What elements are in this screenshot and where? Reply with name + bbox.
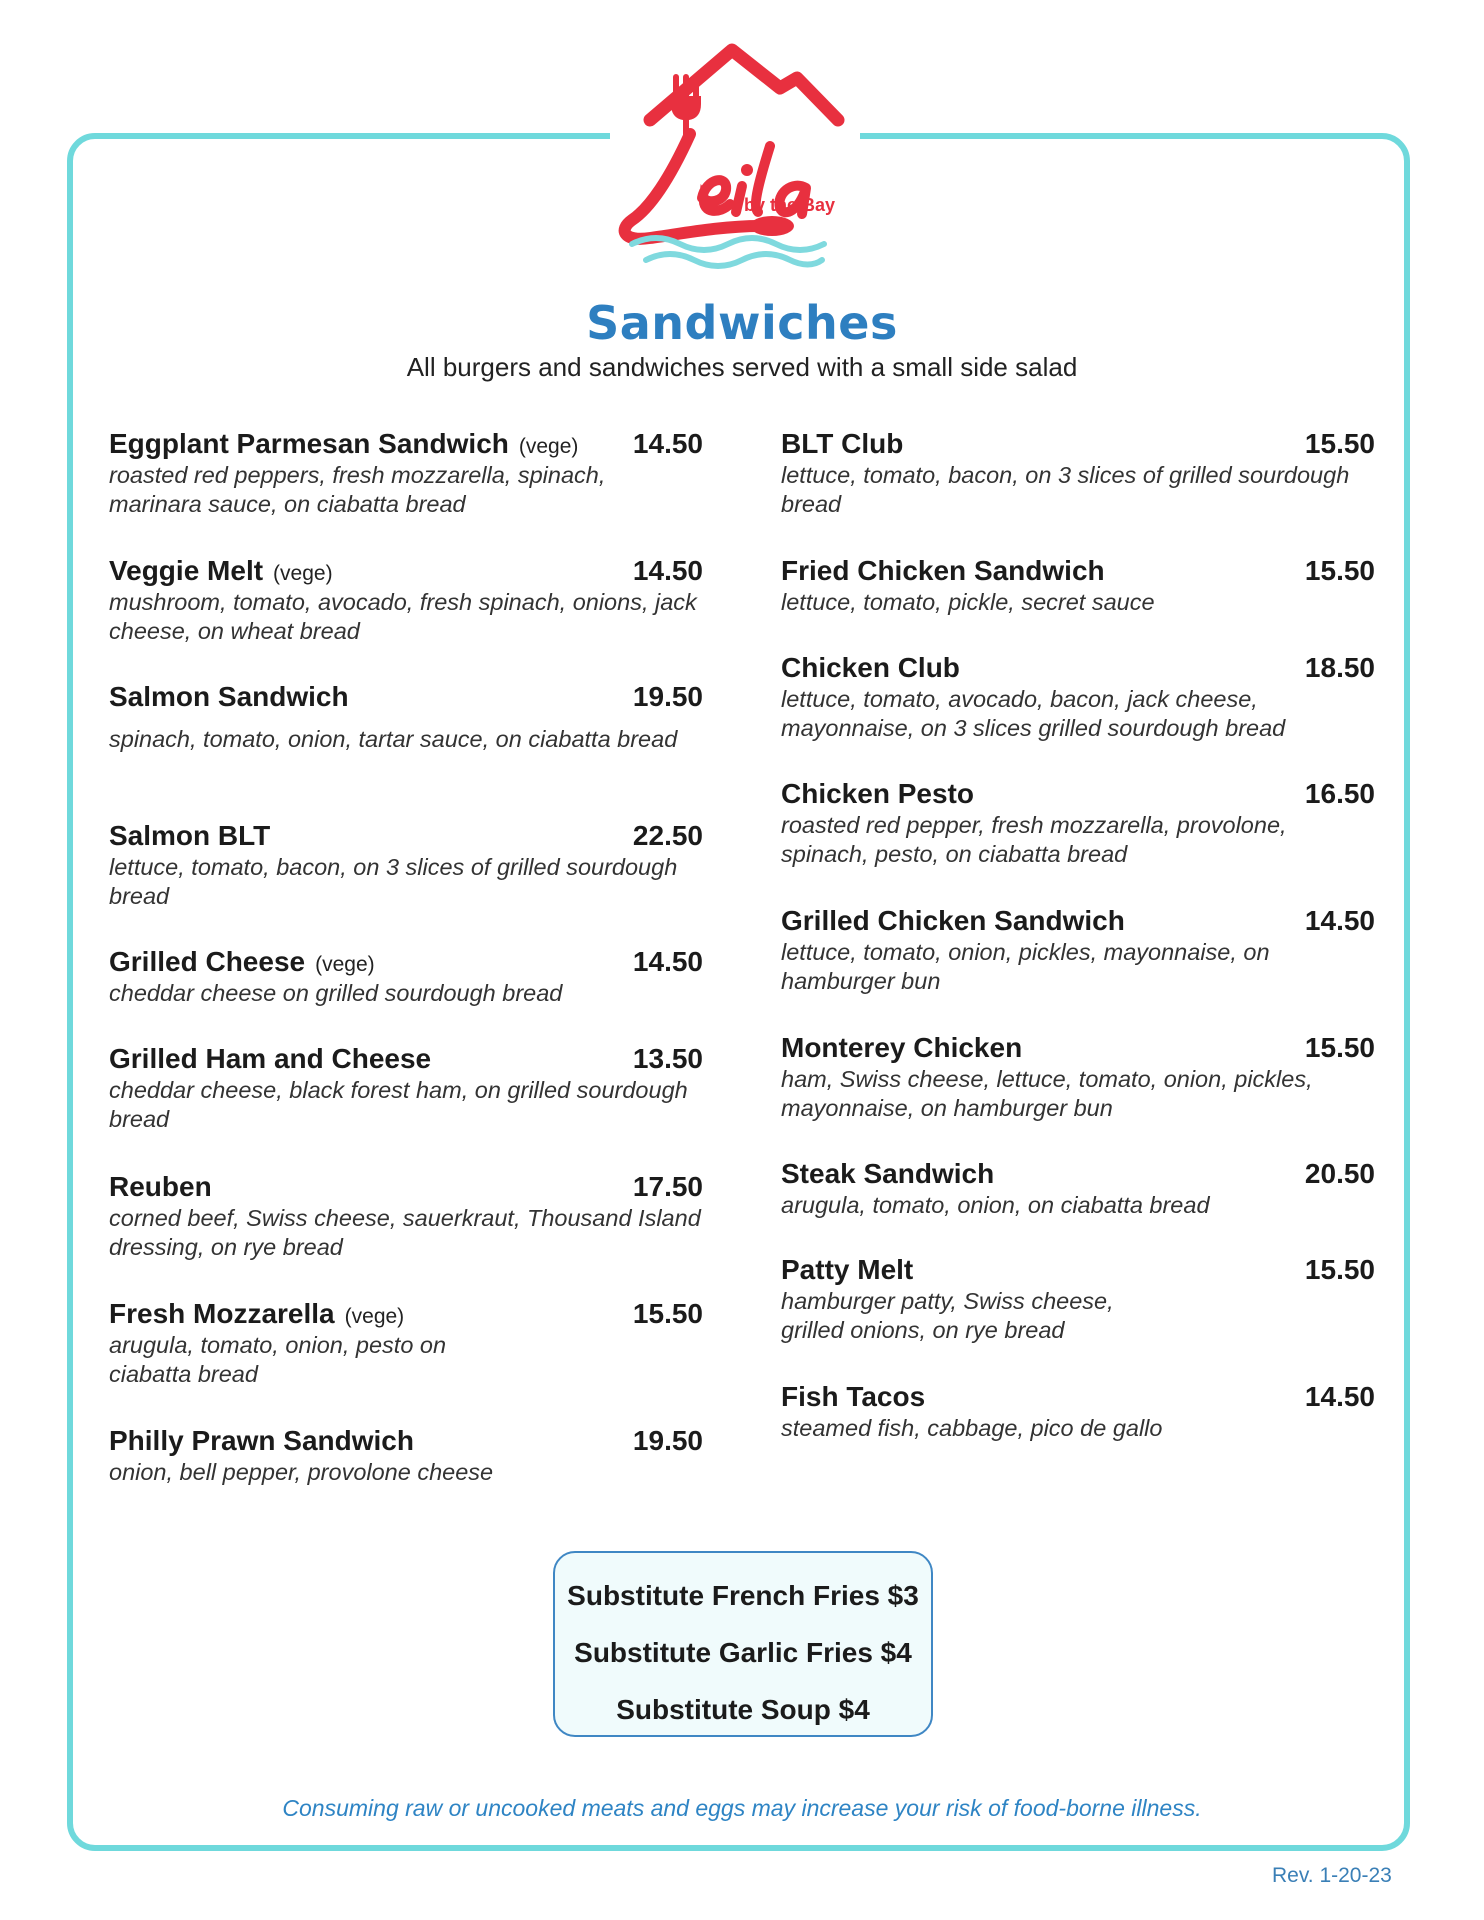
menu-item-price: 20.50 <box>1304 1158 1375 1189</box>
menu-item-description: arugula, tomato, onion, pesto on ciabatta bread <box>109 1332 447 1387</box>
menu-item-title <box>781 652 960 684</box>
menu-item <box>109 1298 703 1389</box>
menu-item-name: Grilled Ham and Cheese <box>109 1043 432 1074</box>
menu-item <box>109 681 703 754</box>
menu-item <box>109 555 703 646</box>
menu-item <box>109 1043 703 1134</box>
logo-tagline: by the Bay <box>744 195 836 215</box>
menu-item-header <box>109 555 703 587</box>
menu-item-description: cheddar cheese on grilled sourdough bread <box>109 980 563 1006</box>
revision-date: Rev. 1-20-23 <box>1272 1864 1392 1887</box>
menu-item <box>781 1381 1375 1443</box>
menu-item-price: 15.50 <box>1304 555 1375 586</box>
menu-item-price: 17.50 <box>632 1171 703 1202</box>
menu-item <box>781 778 1375 869</box>
menu-item-description: hamburger patty, Swiss cheese, grilled onions, on rye bread <box>781 1288 1114 1343</box>
food-safety-warning: Consuming raw or uncooked meats and eggs may increase your risk of food-borne illness. <box>282 1795 1202 1821</box>
menu-item-price: 14.50 <box>632 428 703 459</box>
menu-item-title <box>781 778 974 810</box>
menu-item-title <box>781 905 1125 937</box>
menu-item-header <box>781 1158 1375 1190</box>
menu-item-price: 18.50 <box>1304 652 1375 683</box>
menu-item-name: Chicken Pesto <box>781 778 974 809</box>
menu-item-header <box>109 820 703 852</box>
menu-item-description: roasted red peppers, fresh mozzarella, spinach, marinara sauce, on ciabatta bread <box>109 462 606 517</box>
menu-item-header <box>781 1381 1375 1413</box>
menu-item-title <box>109 681 349 713</box>
menu-item-description: spinach, tomato, onion, tartar sauce, on ciabatta bread <box>109 726 678 752</box>
menu-item-price: 14.50 <box>632 555 703 586</box>
menu-item-name: Grilled Cheese <box>109 946 306 977</box>
menu-item-price: 14.50 <box>1304 1381 1375 1412</box>
menu-item <box>781 555 1375 617</box>
menu-item-price: 14.50 <box>632 946 703 977</box>
menu-item-title <box>109 428 578 460</box>
menu-item-title <box>781 1381 925 1413</box>
menu-item-title <box>109 1425 414 1457</box>
menu-item-price: 19.50 <box>632 681 703 712</box>
menu-item-header <box>781 778 1375 810</box>
menu-item-name: Patty Melt <box>781 1254 914 1285</box>
menu-item-title <box>781 1158 994 1190</box>
vegetarian-tag: (vege) <box>518 435 579 458</box>
menu-item-name: Salmon BLT <box>109 820 271 851</box>
section-title: Sandwiches <box>586 296 898 350</box>
menu-item-title <box>109 1298 404 1330</box>
menu-item-title <box>109 555 333 587</box>
menu-item-price: 14.50 <box>1304 905 1375 936</box>
vegetarian-tag: (vege) <box>315 953 375 976</box>
menu-item-description: lettuce, tomato, avocado, bacon, jack cheese, mayonnaise, on 3 slices grilled sourdough bread <box>781 686 1286 741</box>
menu-item-header <box>781 428 1375 460</box>
menu-item <box>781 1254 1375 1345</box>
menu-item <box>781 1158 1375 1220</box>
menu-item-header <box>109 1425 703 1457</box>
menu-item <box>109 946 703 1008</box>
menu-item-name: Grilled Chicken Sandwich <box>781 905 1125 936</box>
menu-item-header <box>781 555 1375 587</box>
menu-item <box>109 820 703 911</box>
menu-item-header <box>781 1254 1375 1286</box>
menu-item-name: BLT Club <box>781 428 904 459</box>
menu-item-price: 15.50 <box>1304 428 1375 459</box>
vegetarian-tag: (vege) <box>344 1305 405 1328</box>
menu-item-name: Reuben <box>109 1171 212 1202</box>
menu-item-name: Eggplant Parmesan Sandwich <box>109 428 509 459</box>
menu-item-title <box>781 428 903 460</box>
menu-item-header <box>109 1171 703 1203</box>
menu-item-description: ham, Swiss cheese, lettuce, tomato, onion, pickles, mayonnaise, on hamburger bun <box>781 1066 1313 1121</box>
menu-item-price: 15.50 <box>632 1298 703 1329</box>
menu-item-title <box>781 1254 913 1286</box>
menu-item-description: mushroom, tomato, avocado, fresh spinach, onions, jack cheese, on wheat bread <box>109 589 697 644</box>
menu-item-title <box>781 555 1105 587</box>
menu-item-header <box>781 652 1375 684</box>
menu-item-name: Salmon Sandwich <box>109 681 349 712</box>
menu-item-description: lettuce, tomato, bacon, on 3 slices of grilled sourdough bread <box>109 854 678 909</box>
menu-item-title <box>109 820 270 852</box>
menu-item-description: cheddar cheese, black forest ham, on grilled sourdough bread <box>109 1077 688 1132</box>
restaurant-logo <box>610 38 860 274</box>
menu-item-title <box>109 1043 431 1075</box>
menu-item <box>109 1171 703 1262</box>
menu-item-name: Fried Chicken Sandwich <box>781 555 1105 586</box>
menu-item-price: 15.50 <box>1304 1032 1375 1063</box>
menu-item-name: Chicken Club <box>781 652 960 683</box>
menu-item-name: Fresh Mozzarella <box>109 1298 335 1329</box>
menu-item-description: onion, bell pepper, provolone cheese <box>109 1459 494 1485</box>
menu-item-name: Steak Sandwich <box>781 1158 995 1189</box>
menu-item-header <box>109 681 703 713</box>
menu-item-description: steamed fish, cabbage, pico de gallo <box>781 1415 1163 1441</box>
menu-item-description: roasted red pepper, fresh mozzarella, provolone, spinach, pesto, on ciabatta bread <box>781 812 1287 867</box>
menu-item-price: 15.50 <box>1304 1254 1375 1285</box>
menu-item-description: lettuce, tomato, pickle, secret sauce <box>781 589 1155 615</box>
substitution-french-fries: Substitute French Fries $3 <box>567 1580 919 1611</box>
section-subtitle: All burgers and sandwiches served with a small side salad <box>406 352 1078 382</box>
substitution-garlic-fries: Substitute Garlic Fries $4 <box>574 1637 912 1668</box>
menu-item <box>781 428 1375 519</box>
menu-item-header <box>109 428 703 460</box>
substitution-soup: Substitute Soup $4 <box>616 1694 870 1725</box>
menu-item-header <box>109 1043 703 1075</box>
menu-item-name: Philly Prawn Sandwich <box>109 1425 414 1456</box>
menu-item-description: arugula, tomato, onion, on ciabatta bread <box>781 1192 1210 1218</box>
menu-item-description: lettuce, tomato, onion, pickles, mayonnaise, on hamburger bun <box>781 939 1270 994</box>
menu-item-name: Veggie Melt <box>109 555 264 586</box>
menu-item-price: 19.50 <box>632 1425 703 1456</box>
menu-item-name: Monterey Chicken <box>781 1032 1023 1063</box>
menu-item-description: corned beef, Swiss cheese, sauerkraut, Thousand Island dressing, on rye bread <box>109 1205 701 1260</box>
menu-item <box>781 1032 1375 1123</box>
menu-item-price: 16.50 <box>1304 778 1375 809</box>
menu-item-name: Fish Tacos <box>781 1381 926 1412</box>
menu-item-header <box>109 946 703 978</box>
menu-item-price: 22.50 <box>632 820 703 851</box>
menu-item-header <box>781 905 1375 937</box>
menu-item <box>781 905 1375 996</box>
menu-item-title <box>109 946 375 978</box>
menu-item-description: lettuce, tomato, bacon, on 3 slices of grilled sourdough bread <box>781 462 1350 517</box>
menu-item-header <box>109 1298 703 1330</box>
menu-item-price: 13.50 <box>632 1043 703 1074</box>
menu-item-title <box>781 1032 1022 1064</box>
menu-item <box>109 428 703 519</box>
menu-item-title <box>109 1171 212 1203</box>
menu-item <box>109 1425 703 1487</box>
vegetarian-tag: (vege) <box>273 562 333 585</box>
menu-item-header <box>781 1032 1375 1064</box>
menu-item <box>781 652 1375 743</box>
substitutions-box <box>553 1551 933 1737</box>
